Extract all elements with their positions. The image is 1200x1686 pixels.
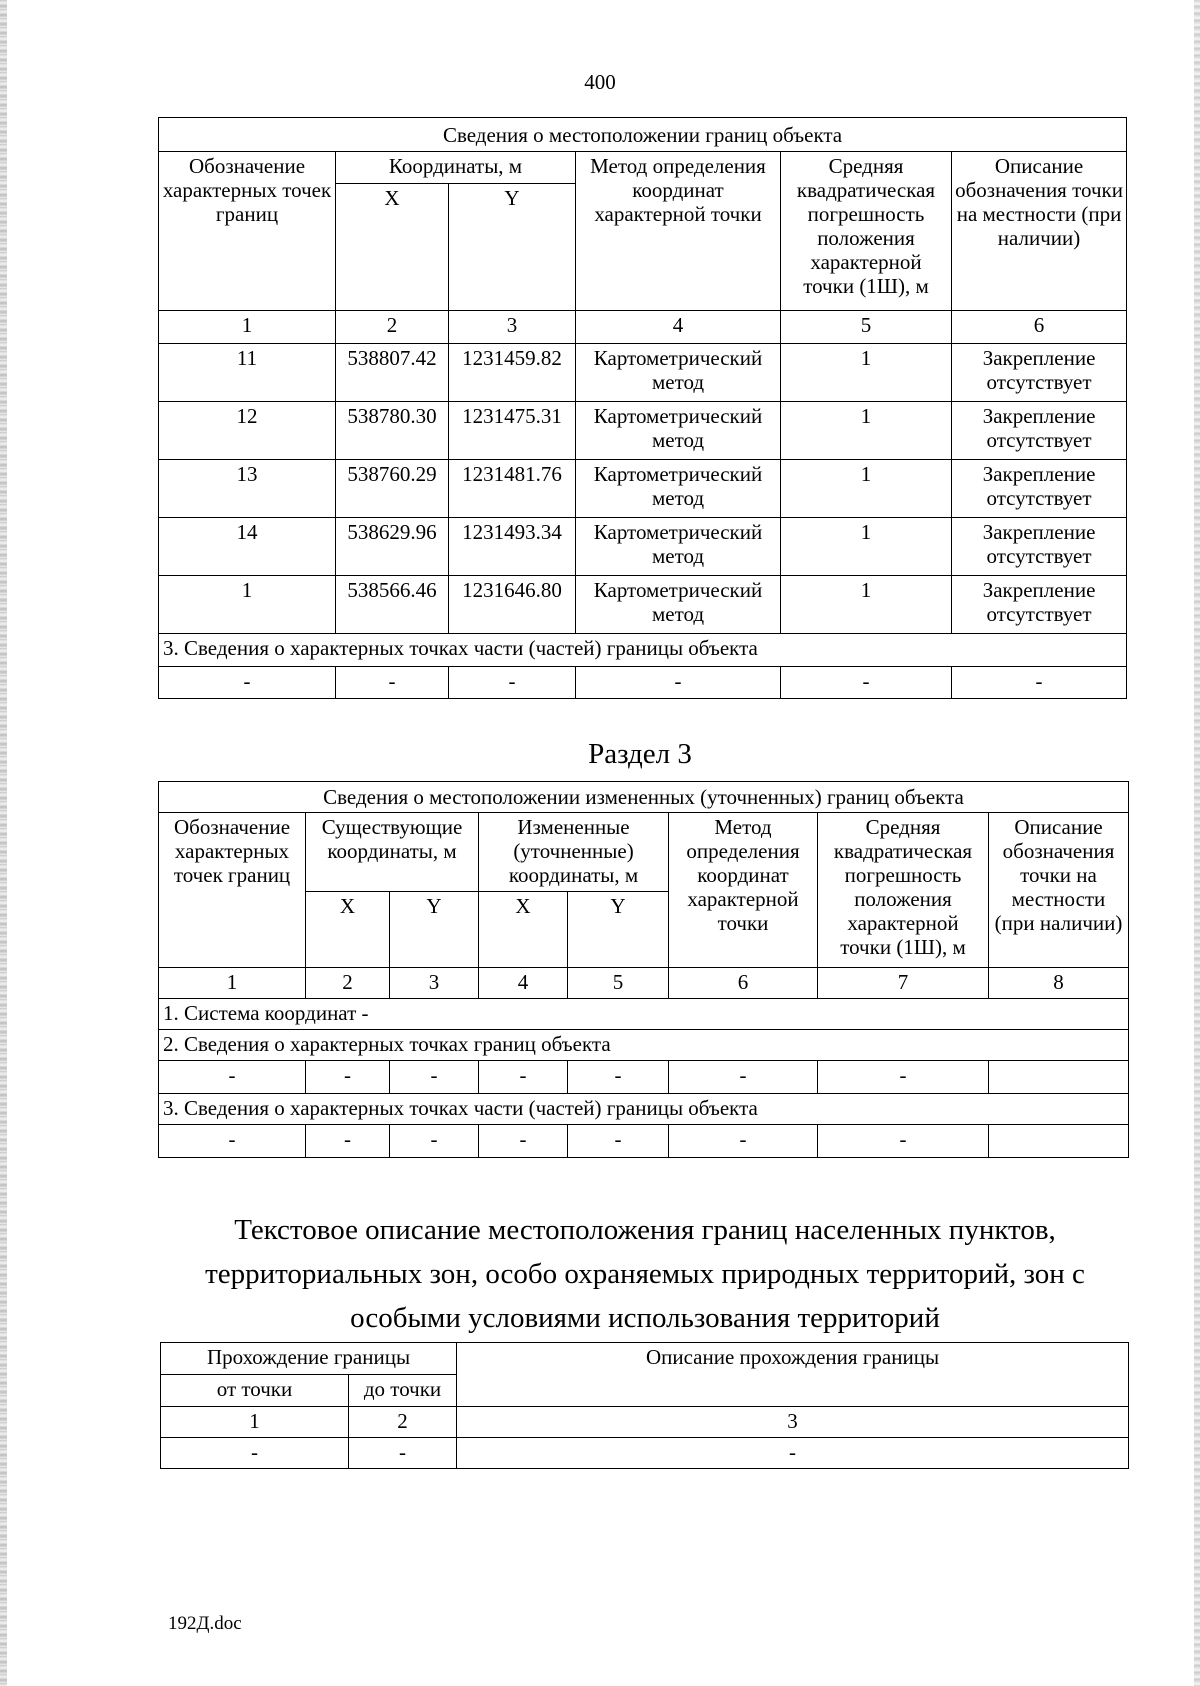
error-value: 1: [781, 576, 952, 634]
method-value: Картометрический метод: [576, 460, 781, 518]
point-id: 14: [159, 518, 336, 576]
point-id: 11: [159, 344, 336, 402]
header-error: Средняя квадратическая погрешность положения характерной точки (1Ш), м: [818, 813, 989, 968]
column-number: 2: [336, 311, 449, 344]
table-title: Сведения о местоположении границ объекта: [159, 118, 1127, 152]
header-passage-description: Описание прохождения границы: [457, 1343, 1129, 1407]
column-number: 2: [349, 1407, 457, 1438]
error-value: 1: [781, 402, 952, 460]
footer-filename: 192Д.doc: [168, 1613, 242, 1634]
empty-cell: [989, 1125, 1129, 1158]
column-number: 5: [781, 311, 952, 344]
empty-cell: -: [449, 667, 576, 699]
part-points-heading: 3. Сведения о характерных точках части (частей) границы объекта: [159, 1094, 1129, 1125]
table-title: Сведения о местоположении измененных (уточненных) границ объекта: [159, 782, 1129, 813]
description-value: Закрепление отсутствует: [952, 344, 1127, 402]
empty-cell: -: [952, 667, 1127, 699]
empty-cell: -: [349, 1438, 457, 1469]
empty-cell: -: [669, 1125, 818, 1158]
coordinate-system-row: 1. Система координат -: [159, 999, 1129, 1030]
y-value: 1231459.82: [449, 344, 576, 402]
header-existing-coordinates: Существующие координаты, м: [306, 813, 479, 892]
description-value: Закрепление отсутствует: [952, 518, 1127, 576]
table-row: [159, 344, 1127, 402]
description-title-line: Текстовое описание местоположения границ населенных пунктов,: [234, 1214, 1056, 1246]
description-value: Закрепление отсутствует: [952, 576, 1127, 634]
section-heading: Раздел 3: [588, 738, 692, 770]
empty-cell: -: [781, 667, 952, 699]
empty-cell: -: [457, 1438, 1129, 1469]
y-value: 1231646.80: [449, 576, 576, 634]
method-value: Картометрический метод: [576, 402, 781, 460]
empty-cell: -: [306, 1061, 390, 1094]
header-from-point: от точки: [161, 1375, 349, 1407]
column-number: 3: [449, 311, 576, 344]
column-number: 1: [159, 968, 306, 999]
empty-cell: -: [390, 1061, 479, 1094]
column-number: 6: [952, 311, 1127, 344]
table-row: [161, 1438, 1129, 1469]
page-number: 400: [584, 70, 616, 94]
boundary-location-table: [158, 117, 1127, 699]
boundary-passage-table: [160, 1342, 1129, 1469]
empty-cell: -: [159, 667, 336, 699]
x-value: 538566.46: [336, 576, 449, 634]
empty-cell: -: [161, 1438, 349, 1469]
point-id: 12: [159, 402, 336, 460]
header-designation: Обозначение характерных точек границ: [159, 813, 306, 968]
error-value: 1: [781, 344, 952, 402]
empty-cell: -: [336, 667, 449, 699]
empty-cell: -: [568, 1125, 669, 1158]
description-value: Закрепление отсутствует: [952, 402, 1127, 460]
table-row: [159, 576, 1127, 634]
column-number: 3: [457, 1407, 1129, 1438]
scan-edge-right: [1194, 0, 1200, 1686]
header-to-point: до точки: [349, 1375, 457, 1407]
header-method: Метод определения координат характерной точки: [576, 152, 781, 311]
header-passage: Прохождение границы: [161, 1343, 457, 1375]
header-changed-coordinates: Измененные (уточненные) координаты, м: [479, 813, 669, 892]
description-title-line: территориальных зон, особо охраняемых природных территорий, зон с: [205, 1258, 1085, 1290]
y-value: 1231481.76: [449, 460, 576, 518]
header-x: X: [336, 184, 449, 311]
empty-cell: -: [390, 1125, 479, 1158]
description-value: Закрепление отсутствует: [952, 460, 1127, 518]
column-number: 5: [568, 968, 669, 999]
header-method: Метод определения координат характерной точки: [669, 813, 818, 968]
method-value: Картометрический метод: [576, 344, 781, 402]
empty-cell: -: [568, 1061, 669, 1094]
part-points-heading: 3. Сведения о характерных точках части (частей) границы объекта: [159, 634, 1127, 667]
header-x-changed: X: [479, 892, 568, 968]
error-value: 1: [781, 460, 952, 518]
header-y: Y: [449, 184, 576, 311]
empty-cell: -: [479, 1125, 568, 1158]
point-id: 1: [159, 576, 336, 634]
method-value: Картометрический метод: [576, 576, 781, 634]
header-coordinates: Координаты, м: [336, 152, 576, 184]
empty-cell: -: [576, 667, 781, 699]
description-title: [160, 1208, 1130, 1340]
column-number: 1: [161, 1407, 349, 1438]
error-value: 1: [781, 518, 952, 576]
empty-cell: [989, 1061, 1129, 1094]
header-designation: Обозначение характерных точек границ: [159, 152, 336, 311]
x-value: 538760.29: [336, 460, 449, 518]
x-value: 538780.30: [336, 402, 449, 460]
empty-cell: -: [669, 1061, 818, 1094]
y-value: 1231493.34: [449, 518, 576, 576]
table-row: [159, 402, 1127, 460]
column-number: 4: [576, 311, 781, 344]
header-y-existing: Y: [390, 892, 479, 968]
header-description: Описание обозначения точки на местности (при наличии): [952, 152, 1127, 311]
empty-cell: -: [306, 1125, 390, 1158]
empty-cell: -: [159, 1125, 306, 1158]
empty-cell: -: [479, 1061, 568, 1094]
column-number: 2: [306, 968, 390, 999]
column-number: 6: [669, 968, 818, 999]
method-value: Картометрический метод: [576, 518, 781, 576]
y-value: 1231475.31: [449, 402, 576, 460]
table-row: [159, 667, 1127, 699]
empty-cell: -: [818, 1125, 989, 1158]
empty-cell: -: [159, 1061, 306, 1094]
scan-edge-left: [0, 0, 7, 1686]
x-value: 538807.42: [336, 344, 449, 402]
empty-cell: -: [818, 1061, 989, 1094]
point-id: 13: [159, 460, 336, 518]
header-x-existing: X: [306, 892, 390, 968]
table-row: [159, 518, 1127, 576]
column-number: 7: [818, 968, 989, 999]
column-number: 8: [989, 968, 1129, 999]
table-row: [159, 460, 1127, 518]
description-title-line: особыми условиями использования территорий: [350, 1302, 940, 1334]
header-description: Описание обозначения точки на местности (при наличии): [989, 813, 1129, 968]
column-number: 1: [159, 311, 336, 344]
x-value: 538629.96: [336, 518, 449, 576]
column-number: 4: [479, 968, 568, 999]
points-heading: 2. Сведения о характерных точках границ объекта: [159, 1030, 1129, 1061]
column-number: 3: [390, 968, 479, 999]
changed-boundary-table: [158, 781, 1129, 1158]
header-y-changed: Y: [568, 892, 669, 968]
table-row: [159, 1061, 1129, 1094]
header-error: Средняя квадратическая погрешность положения характерной точки (1Ш), м: [781, 152, 952, 311]
table-row: [159, 1125, 1129, 1158]
